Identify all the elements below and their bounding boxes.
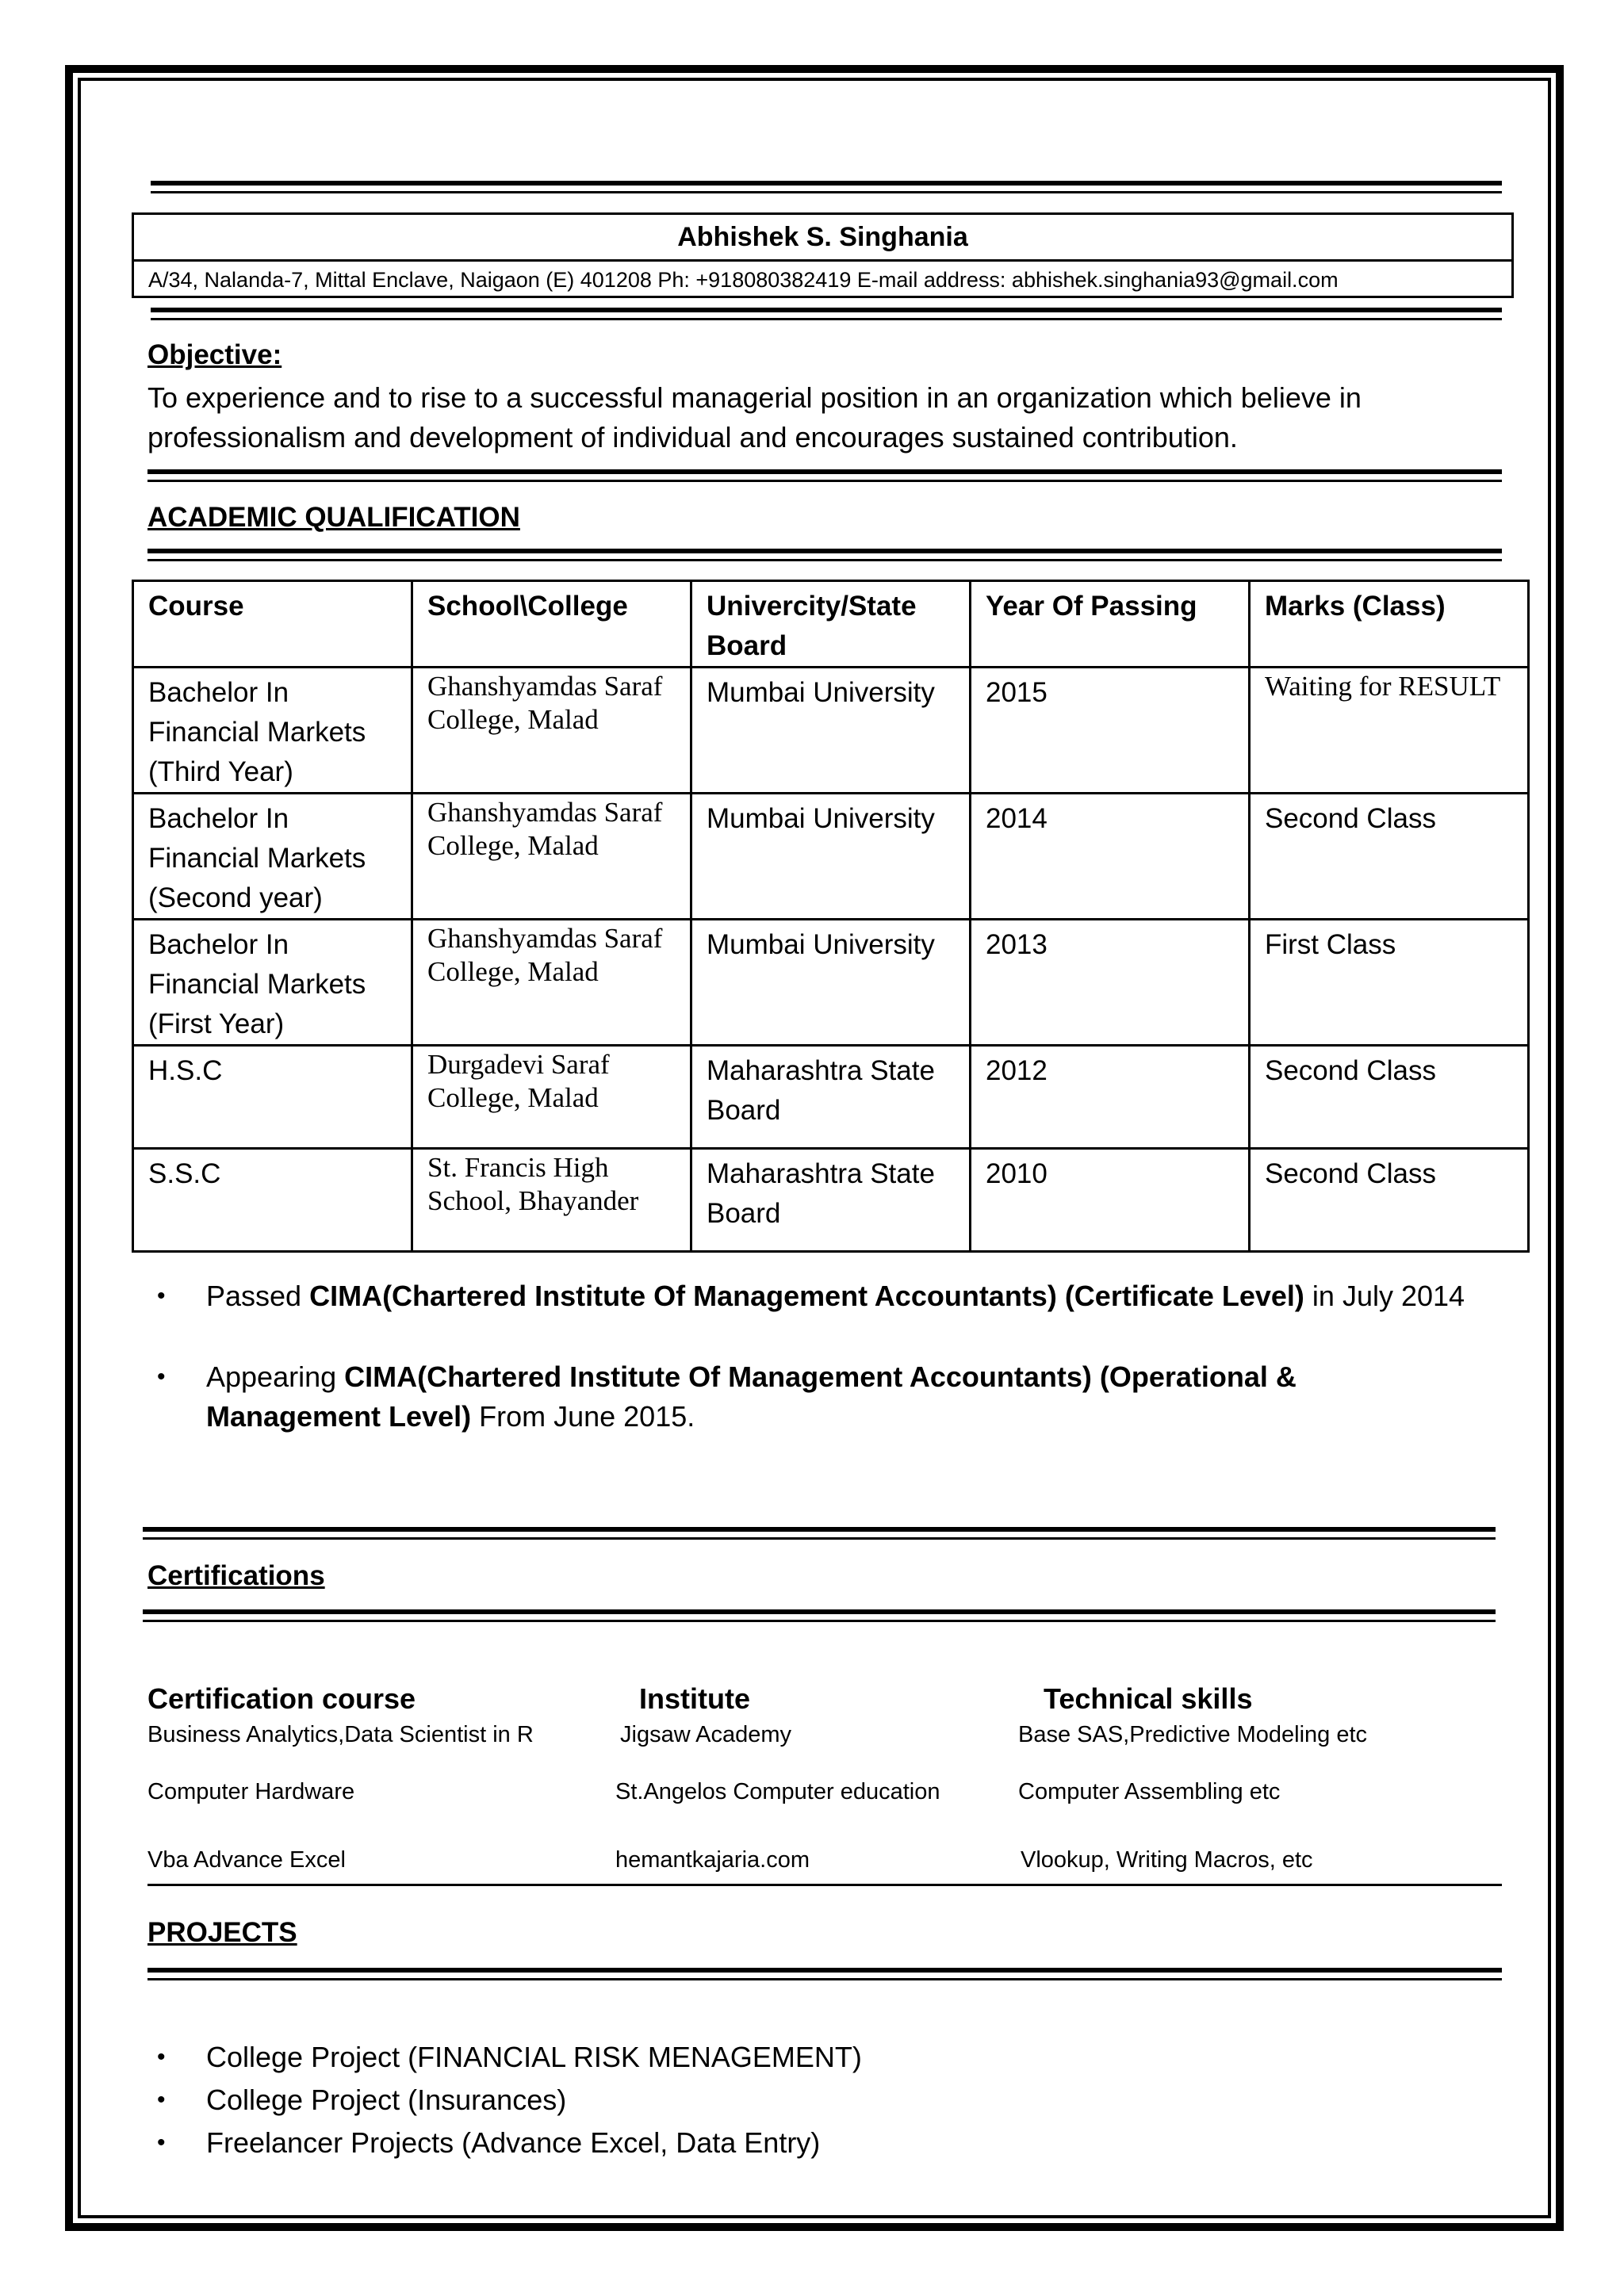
col-header-marks: Marks (Class) — [1250, 581, 1529, 668]
cell-board: Mumbai University — [691, 668, 971, 794]
cell-course: H.S.C — [133, 1046, 412, 1149]
table-row — [133, 794, 1529, 920]
cell-course: S.S.C — [133, 1149, 412, 1252]
divider-projects-top — [147, 1884, 1502, 1886]
cell-marks: First Class — [1250, 920, 1529, 1046]
cell-year: 2010 — [971, 1149, 1250, 1252]
cert-header-institute: Institute — [639, 1682, 750, 1715]
cell-school: Ghanshyamdas Saraf College, Malad — [412, 794, 691, 920]
table-row — [133, 668, 1529, 794]
cert-row-1-skills: Base SAS,Predictive Modeling etc — [1018, 1722, 1368, 1747]
list-item: • Appearing CIMA(Chartered Institute Of Management Accountants) (Operational & Management Level) From June 2015. — [206, 1357, 1475, 1437]
cell-marks: Second Class — [1250, 794, 1529, 920]
bullet-icon: • — [157, 1364, 166, 1390]
project-item: College Project (FINANCIAL RISK MENAGEMENT) — [206, 2041, 862, 2073]
col-header-board: Univercity/State Board — [691, 581, 971, 668]
cell-marks: Second Class — [1250, 1046, 1529, 1149]
cert-header-skills: Technical skills — [1044, 1682, 1253, 1715]
cell-school: St. Francis High School, Bhayander — [412, 1149, 691, 1252]
academic-table — [132, 580, 1530, 1253]
cert-row-2-skills: Computer Assembling etc — [1018, 1779, 1281, 1804]
cert-header-course: Certification course — [147, 1682, 416, 1715]
table-row — [133, 1046, 1529, 1149]
objective-text — [147, 378, 1362, 457]
project-item: Freelancer Projects (Advance Excel, Data Entry) — [206, 2126, 821, 2159]
cert-row-3-skills: Vlookup, Writing Macros, etc — [1021, 1847, 1313, 1873]
bullet-icon: • — [157, 2087, 166, 2113]
objective-line-2: professionalism and development of individual and encourages sustained contribution. — [147, 421, 1238, 453]
list-item — [157, 2123, 1475, 2163]
cell-course: Bachelor In Financial Markets (First Year) — [133, 920, 412, 1046]
divider-cima — [143, 1527, 1496, 1540]
cell-course: Bachelor In Financial Markets (Third Year) — [133, 668, 412, 794]
cell-marks: Waiting for RESULT — [1250, 668, 1529, 794]
divider-header — [151, 308, 1502, 320]
cell-year: 2015 — [971, 668, 1250, 794]
cell-board: Maharashtra State Board — [691, 1149, 971, 1252]
cell-school: Ghanshyamdas Saraf College, Malad — [412, 668, 691, 794]
cell-school: Durgadevi Saraf College, Malad — [412, 1046, 691, 1149]
cell-board: Mumbai University — [691, 920, 971, 1046]
bullet-icon: • — [157, 2130, 166, 2156]
col-header-year: Year Of Passing — [971, 581, 1250, 668]
project-item: College Project (Insurances) — [206, 2084, 567, 2116]
divider-certifications — [143, 1609, 1496, 1622]
cert-row-1-course: Business Analytics,Data Scientist in R — [147, 1722, 534, 1747]
cell-marks: Second Class — [1250, 1149, 1529, 1252]
col-header-course: Course — [133, 581, 412, 668]
contact-line: A/34, Nalanda-7, Mittal Enclave, Naigaon (E) 401208 Ph: +918080382419 E-mail address: abhishek.singhania93@gmail.com — [148, 268, 1339, 292]
cell-course: Bachelor In Financial Markets (Second year) — [133, 794, 412, 920]
bullet-icon: • — [157, 1283, 166, 1309]
list-item — [157, 2080, 1475, 2120]
table-row — [133, 1149, 1529, 1252]
divider-projects — [147, 1968, 1502, 1980]
list-item: • Passed CIMA(Chartered Institute Of Management Accountants) (Certificate Level) in July 2014 — [206, 1276, 1475, 1316]
projects-list — [157, 2038, 1475, 2163]
cell-year: 2014 — [971, 794, 1250, 920]
cell-year: 2013 — [971, 920, 1250, 1046]
objective-line-1: To experience and to rise to a successful managerial position in an organization which believe in — [147, 381, 1362, 414]
projects-title: PROJECTS — [147, 1917, 297, 1948]
cert-row-1-institute: Jigsaw Academy — [620, 1722, 791, 1747]
certifications-title: Certifications — [147, 1560, 325, 1591]
cert-row-3-course: Vba Advance Excel — [147, 1847, 346, 1873]
header-box — [132, 212, 1514, 298]
cell-school: Ghanshyamdas Saraf College, Malad — [412, 920, 691, 1046]
candidate-name: Abhishek S. Singhania — [134, 215, 1511, 262]
bullet-icon: • — [157, 2044, 166, 2070]
cima-list — [157, 1276, 1475, 1437]
list-item — [157, 2038, 1475, 2077]
col-header-school: School\College — [412, 581, 691, 668]
cert-row-3-institute: hemantkajaria.com — [615, 1847, 810, 1873]
academic-header-row — [133, 581, 1529, 668]
objective-title: Objective: — [147, 339, 282, 370]
cell-board: Maharashtra State Board — [691, 1046, 971, 1149]
divider-top — [151, 181, 1502, 193]
cell-board: Mumbai University — [691, 794, 971, 920]
divider-academic — [147, 549, 1502, 561]
divider-objective — [147, 469, 1502, 482]
table-row — [133, 920, 1529, 1046]
academic-title: ACADEMIC QUALIFICATION — [147, 502, 520, 533]
cell-year: 2012 — [971, 1046, 1250, 1149]
cert-row-2-course: Computer Hardware — [147, 1779, 355, 1804]
cert-row-2-institute: St.Angelos Computer education — [615, 1779, 940, 1804]
